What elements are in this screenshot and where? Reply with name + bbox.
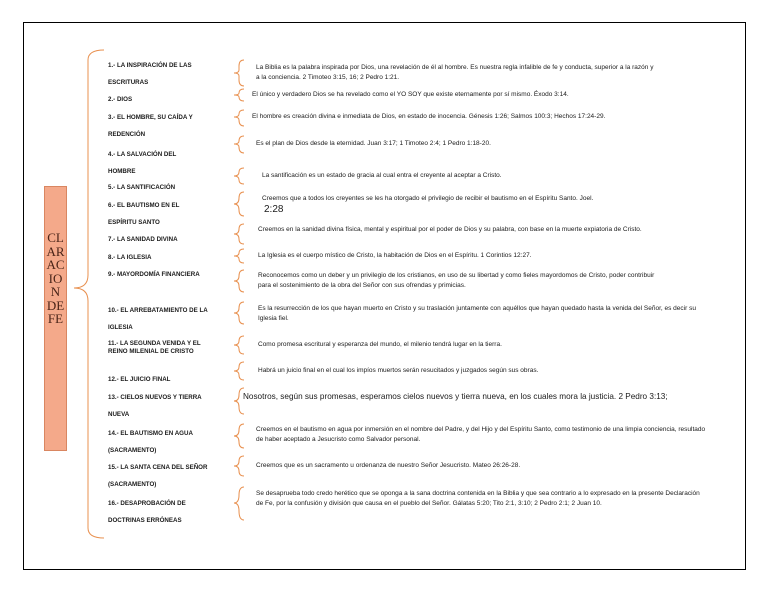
desc-brace-4 [234, 136, 244, 153]
description-1: La Biblia es la palabra inspirada por Dios, una revelación de él al hombre. Es nuestra regla infalible de fe y conducta, superior a la razón y a la conciencia. 2 Timoteo 3:15, 16; 2 Pedro 1:21. [256, 64, 654, 81]
desc-brace-7 [234, 224, 244, 244]
description-8: La Iglesia es el cuerpo místico de Cristo, la habitación de Dios en el Espíritu. 1 Corintios 12:27. [258, 252, 532, 259]
title-box [44, 186, 67, 451]
description-2: El único y verdadero Dios se ha revelado como el YO SOY que existe eternamente por sí mismo. Éxodo 3:14. [252, 91, 569, 98]
declaration-title: CLARACION DE FE [46, 230, 65, 327]
desc-brace-8 [234, 249, 244, 263]
topic-5: 5.- LA SANTIFICACIÓN [108, 184, 176, 191]
desc-brace-3 [234, 110, 244, 126]
description-3: El hombre es creación divina e inmediata de Dios, en estado de inocencia. Génesis 1:26; Salmos 100:3; Hechos 17:24-29. [252, 113, 606, 120]
description-16: Se desaprueba todo credo herético que se oponga a la sana doctrina contenida en la Biblia y que sea contrario a lo expresado en la presente Declaración de Fe, por la confusión y división que causa en el pueblo del Señor. Gálatas 5:20; Tito 2:1, 3:10; 2 Pedro 2:1; 2 Juan 10. [256, 490, 700, 507]
desc-brace-11 [234, 336, 244, 354]
topic-16: 16.- DESAPROBACIÓN DE DOCTRINAS ERRÓNEAS [108, 500, 186, 524]
desc-brace-10 [234, 302, 244, 324]
desc-brace-14 [234, 424, 244, 448]
topic-10: 10.- EL ARREBATAMIENTO DE LA IGLESIA [108, 307, 208, 331]
desc-brace-2 [234, 89, 244, 101]
description-10: Es la resurrección de los que hayan muerto en Cristo y su traslación juntamente con aquéllos que hayan quedado hasta la venida del Señor, es decir su Iglesia fiel. [258, 305, 696, 322]
topic-3: 3.- EL HOMBRE, SU CAÍDA Y REDENCIÓN [108, 114, 193, 138]
topic-15: 15.- LA SANTA CENA DEL SEÑOR (SACRAMENTO) [108, 464, 208, 488]
description-5: La santificación es un estado de gracia al cual entra el creyente al aceptar a Cristo. [262, 172, 502, 179]
desc-brace-1 [234, 60, 244, 86]
desc-brace-5 [234, 168, 244, 184]
desc-brace-15 [234, 456, 244, 476]
description-7: Creemos en la sanidad divina física, mental y espiritual por el poder de Dios y su palabra, con base en la muerte expiatoria de Cristo. [258, 226, 642, 233]
description-12: Habrá un juicio final en el cual los impíos muertos serán resucitados y juzgados según sus obras. [258, 367, 539, 374]
description-6-tail: 2:28 [264, 204, 284, 215]
desc-brace-9 [234, 270, 244, 292]
topic-1: 1.- LA INSPIRACIÓN DE LAS ESCRITURAS [108, 62, 192, 86]
topic-11: 11.- LA SEGUNDA VENIDA Y EL REINO MILENIAL DE CRISTO [108, 340, 201, 355]
description-6: Creemos que a todos los creyentes se les ha otorgado el privilegio de recibir el bautismo en el Espíritu Santo. Joel. [262, 195, 594, 202]
topic-4: 4.- LA SALVACIÓN DEL HOMBRE [108, 151, 177, 175]
description-15: Creemos que es un sacramento u ordenanza de nuestro Señor Jesucristo. Mateo 26:26-28. [256, 462, 521, 469]
description-13: Nosotros, según sus promesas, esperamos cielos nuevos y tierra nueva, en los cuales mora la justicia. 2 Pedro 3:13; [243, 392, 668, 401]
description-4: Es el plan de Dios desde la eternidad. Juan 3:17; 1 Timoteo 2:4; 1 Pedro 1:18-20. [256, 140, 491, 147]
topic-8: 8.- LA IGLESIA [108, 254, 152, 261]
topic-2: 2.- DIOS [108, 96, 133, 103]
topic-7: 7.- LA SANIDAD DIVINA [108, 236, 178, 243]
topic-9: 9.- MAYORDOMÍA FINANCIERA [108, 271, 200, 278]
description-14: Creemos en el bautismo en agua por inmersión en el nombre del Padre, y del Hijo y del Espíritu Santo, como testimonio de una limpia conciencia, resultado de haber aceptado a Jesucristo como Salvador personal. [256, 426, 706, 443]
topic-6: 6.- EL BAUTISMO EN EL ESPÍRITU SANTO [108, 202, 180, 226]
topic-12: 12.- EL JUICIO FINAL [108, 376, 171, 383]
desc-brace-6 [234, 192, 244, 216]
topic-13: 13.- CIELOS NUEVOS Y TIERRA NUEVA [108, 394, 202, 418]
desc-brace-12 [234, 362, 244, 380]
description-9: Reconocemos como un deber y un privilegio de los cristianos, en uso de su libertad y como fieles mayordomos de Cristo, poder contribuir para el sostenimiento de la obra del Señor con sus ofrendas y primicias. [258, 272, 655, 289]
main-brace [74, 50, 104, 538]
topic-14: 14.- EL BAUTISMO EN AGUA (SACRAMENTO) [108, 430, 193, 454]
desc-brace-16 [234, 487, 244, 520]
description-11: Como promesa escritural y esperanza del mundo, el milenio tendrá lugar en la tierra. [258, 341, 502, 348]
